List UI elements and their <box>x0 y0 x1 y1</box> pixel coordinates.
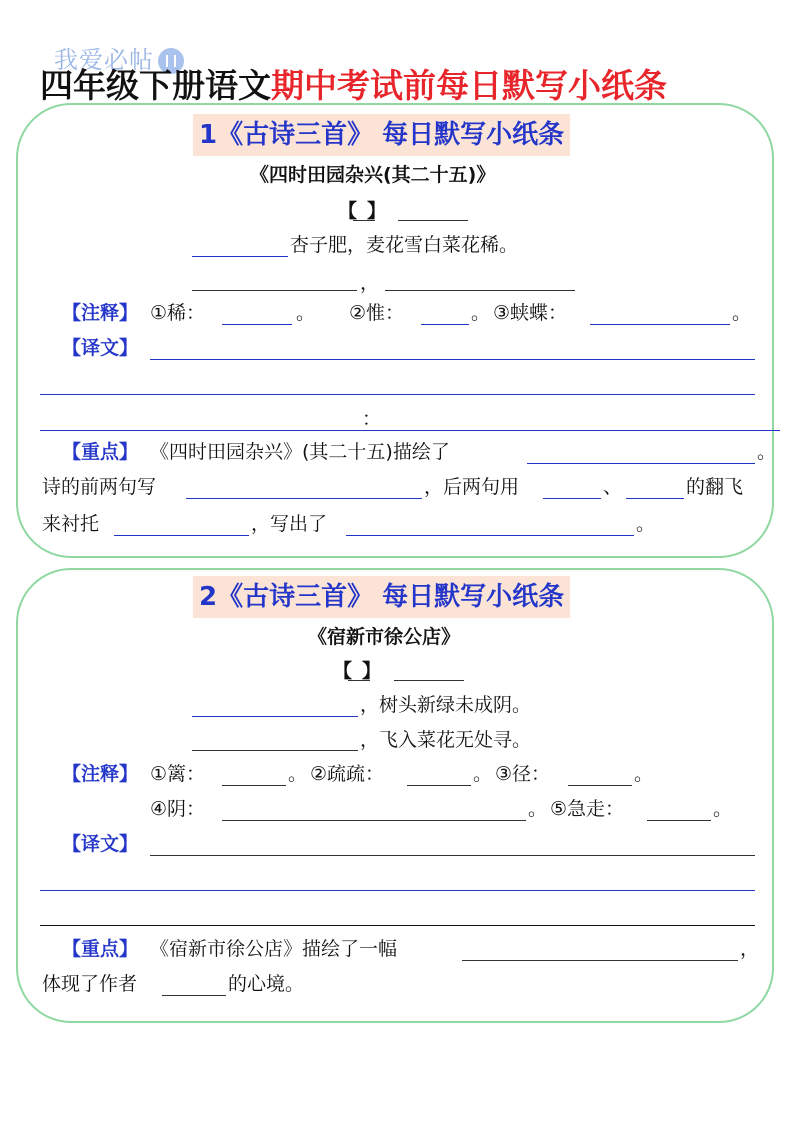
page-title-subject: 期中考试前每日默写小纸条 <box>271 66 667 105</box>
card2-key-text1: 《宿新市徐公店》描绘了一幅 <box>150 938 398 960</box>
page-title <box>40 60 667 107</box>
card1-note1-end: 。 <box>296 302 316 324</box>
card2-translation-label: 【译文】 <box>62 833 139 855</box>
card2-line2-blank[interactable] <box>192 750 358 751</box>
card2-key-blank2[interactable] <box>162 995 226 996</box>
card2-translation-line3[interactable] <box>40 925 755 926</box>
card2-key-text2a: 体现了作者 <box>42 973 138 995</box>
card2-notes-label: 【注释】 <box>62 763 139 785</box>
card1-key-blank3[interactable] <box>543 498 601 499</box>
card2-dynasty-blank[interactable] <box>348 680 370 681</box>
card2-line2-text: ，飞入菜花无处寻。 <box>360 729 532 751</box>
card2-poem-title: 《宿新市徐公店》 <box>308 626 461 648</box>
page-title-grade: 四年级下册语文 <box>40 66 271 105</box>
card2-dynasty-bracket <box>333 656 381 683</box>
card1-note1: ①稀： <box>150 302 206 324</box>
card2-author-blank[interactable] <box>394 680 464 681</box>
card1-key-blank4[interactable] <box>626 498 684 499</box>
card1-key-text3b: ，写出了 <box>251 513 328 535</box>
card2-note5: ⑤急走： <box>550 798 625 820</box>
card1-dynasty-bracket <box>338 196 386 223</box>
card2-translation-line2[interactable] <box>40 890 755 891</box>
card1-translation-line2[interactable] <box>40 394 755 395</box>
card1-key-end3: 。 <box>636 513 656 535</box>
card1-line2-comma: ， <box>360 272 380 294</box>
card1-translation-label: 【译文】 <box>62 337 139 359</box>
card2-note5-end: 。 <box>713 798 733 820</box>
card2-note3-end: 。 <box>634 763 654 785</box>
card1-key-text2d: 的翻飞 <box>686 476 744 498</box>
card2-note4: ④阴： <box>150 798 206 820</box>
card2-note4-blank[interactable] <box>222 820 526 821</box>
card2-note1-end: 。 <box>288 763 308 785</box>
card2-bracket-open: 【 <box>333 660 353 682</box>
card1-author-blank[interactable] <box>398 220 468 221</box>
card1-bracket-open: 【 <box>338 200 358 222</box>
card1-note3-blank[interactable] <box>590 324 730 325</box>
card2-key-end1: ， <box>740 938 760 960</box>
card1-note3: ③蛱蝶： <box>493 302 568 324</box>
card2-bracket-close: 】 <box>362 660 382 682</box>
watermark-text: 我爱必帖 <box>54 46 154 74</box>
card1-note3-end: 。 <box>732 302 752 324</box>
card1-key-text2a: 诗的前两句写 <box>42 476 157 498</box>
card1-key-label: 【重点】 <box>62 441 139 463</box>
card2-note1: ①篱： <box>150 763 206 785</box>
card1-dynasty-blank[interactable] <box>353 220 375 221</box>
card1-notes-label: 【注释】 <box>62 302 139 324</box>
card2-header: 2《古诗三首》 每日默写小纸条 <box>193 576 570 618</box>
card1-key-blank1[interactable] <box>527 463 755 464</box>
card1-key-blank2[interactable] <box>186 498 422 499</box>
card1-key-blank5[interactable] <box>114 535 249 536</box>
card2-line1-text: ，树头新绿未成阴。 <box>360 694 532 716</box>
card1-note2-blank[interactable] <box>421 324 469 325</box>
card2-note1-blank[interactable] <box>222 785 286 786</box>
card1-line1-blank[interactable] <box>192 256 288 257</box>
card1-line2-blank-b[interactable] <box>385 290 575 291</box>
card2-translation-line1[interactable] <box>150 855 755 856</box>
card1-key-text2c: 、 <box>603 476 623 498</box>
card2-line1-blank[interactable] <box>192 716 358 717</box>
card2-note2-end: 。 <box>473 763 493 785</box>
card1-key-text1: 《四时田园杂兴》(其二十五)描绘了 <box>150 441 450 463</box>
card1-bracket-close: 】 <box>367 200 387 222</box>
card2-note2: ②疏疏： <box>310 763 385 785</box>
card1-key-end1: 。 <box>757 441 777 463</box>
card1-key-text3a: 来衬托 <box>42 513 100 535</box>
card2-note4-end: 。 <box>528 798 548 820</box>
card1-translation-line1[interactable] <box>150 359 755 360</box>
card1-note1-blank[interactable] <box>222 324 292 325</box>
card1-poem-title: 《四时田园杂兴(其二十五)》 <box>250 164 496 186</box>
card1-line2-blank-a[interactable] <box>192 290 357 291</box>
card1-translation-colon: ： <box>362 408 382 430</box>
card1-key-blank6[interactable] <box>346 535 634 536</box>
card2-note5-blank[interactable] <box>647 820 711 821</box>
card2-note3-blank[interactable] <box>568 785 632 786</box>
card1-line1-text: 杏子肥，麦花雪白菜花稀。 <box>290 234 519 256</box>
card1-header: 1《古诗三首》 每日默写小纸条 <box>193 114 570 156</box>
card2-key-label: 【重点】 <box>62 938 139 960</box>
card1-translation-line3[interactable] <box>40 430 780 431</box>
card2-note3: ③径： <box>495 763 551 785</box>
card2-key-blank1[interactable] <box>462 960 738 961</box>
card1-key-text2b: ，后两句用 <box>424 476 520 498</box>
card2-note2-blank[interactable] <box>407 785 471 786</box>
card1-note2: ②惟： <box>349 302 405 324</box>
card1-note2-end: 。 <box>471 302 491 324</box>
card2-key-text2b: 的心境。 <box>228 973 305 995</box>
